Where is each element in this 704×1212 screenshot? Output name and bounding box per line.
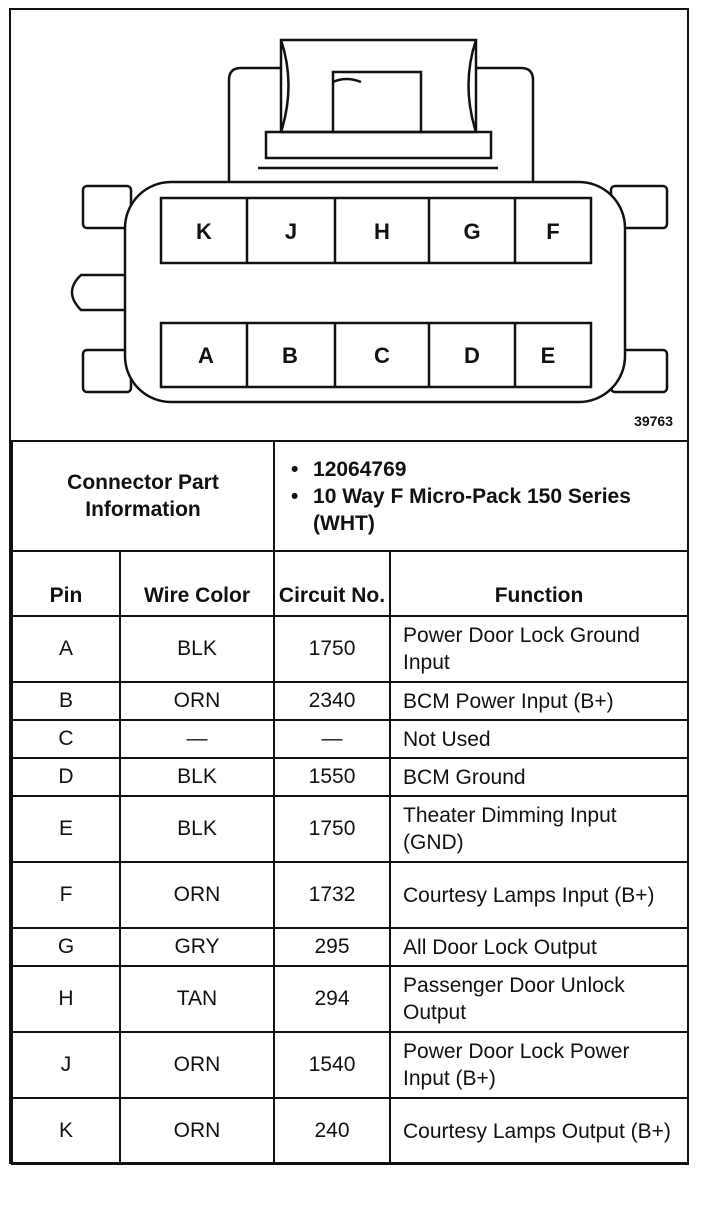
pin-label: A: [198, 343, 214, 368]
function-cell: Courtesy Lamps Input (B+): [390, 862, 688, 928]
pin-label: E: [540, 343, 556, 368]
wire-color-cell: ORN: [120, 862, 274, 928]
function-cell: Passenger Door Unlock Output: [390, 966, 688, 1032]
pin-cell: B: [12, 682, 120, 720]
header-circuit-no: Circuit No.: [274, 551, 390, 616]
wire-color-cell: TAN: [120, 966, 274, 1032]
table-row: [12, 682, 688, 720]
connector-pinout-table: [11, 440, 689, 1165]
rail-left-top: [83, 186, 131, 228]
wire-color-cell: BLK: [120, 758, 274, 796]
circuit-no-cell: 1732: [274, 862, 390, 928]
circuit-no-cell: 295: [274, 928, 390, 966]
wire-color-cell: ORN: [120, 682, 274, 720]
function-cell: Power Door Lock Power Input (B+): [390, 1032, 688, 1098]
table-row: [12, 616, 688, 682]
header-function: Function: [390, 551, 688, 616]
function-cell: BCM Ground: [390, 758, 688, 796]
pin-cell: C: [12, 720, 120, 758]
pinout-rows: [12, 616, 688, 1164]
function-cell: Courtesy Lamps Output (B+): [390, 1098, 688, 1164]
part-number: • 12064769: [313, 456, 687, 483]
connector-sheet: [9, 8, 689, 1164]
pin-cell: D: [12, 758, 120, 796]
pin-label: H: [374, 219, 390, 244]
function-cell: All Door Lock Output: [390, 928, 688, 966]
circuit-no-cell: 294: [274, 966, 390, 1032]
lock-tab-window: [333, 72, 421, 132]
wire-color-cell: BLK: [120, 796, 274, 862]
pin-label: D: [464, 343, 480, 368]
circuit-no-cell: 2340: [274, 682, 390, 720]
function-cell: BCM Power Input (B+): [390, 682, 688, 720]
tab-frame-right: [476, 68, 533, 182]
circuit-no-cell: 240: [274, 1098, 390, 1164]
part-info-list: [274, 441, 688, 551]
table-row: [12, 862, 688, 928]
wire-color-cell: ORN: [120, 1098, 274, 1164]
pin-label: J: [284, 219, 298, 244]
pin-cell: E: [12, 796, 120, 862]
tab-frame-left: [229, 68, 281, 182]
table-row: [12, 928, 688, 966]
circuit-no-cell: —: [274, 720, 390, 758]
figure-reference-number: 39763: [634, 413, 673, 429]
part-info-row: [12, 441, 688, 551]
connector-diagram: [11, 10, 687, 442]
pin-cell: J: [12, 1032, 120, 1098]
pin-cell: A: [12, 616, 120, 682]
pin-cell: G: [12, 928, 120, 966]
table-row: [12, 1098, 688, 1164]
pin-label: B: [282, 343, 298, 368]
function-cell: Not Used: [390, 720, 688, 758]
pin-cell: H: [12, 966, 120, 1032]
connector-face-drawing: [11, 10, 687, 440]
wire-color-cell: BLK: [120, 616, 274, 682]
circuit-no-cell: 1750: [274, 616, 390, 682]
part-description: • 10 Way F Micro-Pack 150 Series (WHT): [313, 483, 687, 537]
header-pin: Pin: [12, 551, 120, 616]
header-wire-color: Wire Color: [120, 551, 274, 616]
side-key: [72, 275, 129, 310]
table-row: [12, 758, 688, 796]
pin-label: C: [374, 343, 390, 368]
circuit-no-cell: 1550: [274, 758, 390, 796]
pin-label: K: [196, 219, 212, 244]
function-cell: Power Door Lock Ground Input: [390, 616, 688, 682]
wire-color-cell: ORN: [120, 1032, 274, 1098]
wire-color-cell: GRY: [120, 928, 274, 966]
table-row: [12, 796, 688, 862]
table-row: [12, 1032, 688, 1098]
pin-cell: F: [12, 862, 120, 928]
part-info-label: Connector Part Information: [12, 441, 274, 551]
circuit-no-cell: 1750: [274, 796, 390, 862]
wire-color-cell: —: [120, 720, 274, 758]
function-cell: Theater Dimming Input (GND): [390, 796, 688, 862]
circuit-no-cell: 1540: [274, 1032, 390, 1098]
table-row: [12, 966, 688, 1032]
header-row: [12, 551, 688, 616]
pin-label: F: [546, 219, 560, 244]
pin-label: G: [463, 219, 481, 244]
table-row: [12, 720, 688, 758]
pin-cell: K: [12, 1098, 120, 1164]
tab-base: [266, 132, 491, 158]
connector-body: [125, 182, 625, 402]
